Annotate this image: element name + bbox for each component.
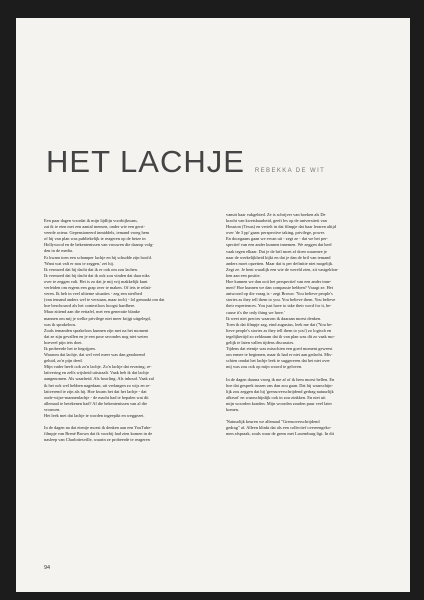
text-line: Ik vermoed dat hij dacht dat ik er ook om zou lachen. — [44, 266, 138, 272]
text-line: was ik sprakeloos. — [44, 321, 77, 327]
text-line: gelijk te laten vallen tijdens discussies. — [226, 339, 295, 345]
page-number: 94 — [44, 565, 51, 571]
text-line: En doorgaans gaan we ervan uit - zegt ze - dat we het per- — [226, 236, 328, 242]
text-line: ik het ook wel hebben nagedaan, uit verlangen zo wijs en re- — [44, 382, 151, 388]
text-line: Er kwam toen een schamper lachje en hij schudde zijn hoofd. — [44, 254, 152, 260]
text-line: hoe beschouwd als het contextloos hoogst hardhere. — [44, 303, 136, 309]
text-line: 'Want wat valt er nou te zeggen,' zei hij. — [44, 260, 114, 266]
article-author: REBEKKA DE WIT — [254, 168, 326, 174]
text-line: lativering en zelfs wijsheid uitstraalt. Vaak heb ik dat lachje — [44, 370, 149, 376]
text-line: Houston (Texas) en vertelt in dat filmpje dat haar leraren altijd — [226, 224, 336, 230]
text-line: oude-wijze-mannenlachje - de macht had te bepalen wat dit — [44, 394, 149, 400]
text-line: filmpje van Brené Brown dat ik voorbij had zien komen in de — [44, 431, 153, 437]
text-line: vanuit haar vakgebied. Ze is schrijver van boeken als De — [226, 212, 326, 217]
text-line: Hoe kunnen we dan ooit het perspectief van een ander inne- — [226, 279, 332, 285]
text-line: men? Hoe kunnen we dan compassie hebben? Vraagt ze. Het — [226, 285, 333, 291]
text-line: lijk zou zeggen dat hij 'grensoverschrijdend gedrag natuurlijk — [226, 388, 334, 394]
text-line: verleiden om ergens een grap over te maken. Of iets te relati- — [44, 285, 152, 291]
magazine-page — [16, 18, 410, 592]
text-line: nasleep van Charlottesville, waarin ze probeerde te reageren — [44, 437, 150, 443]
text-line: Zoals iemanden sprakeloos kunnen zijn met na het moment — [44, 327, 149, 333]
text-line: stories as they tell them to you. You believe them. You believe — [226, 297, 336, 303]
text-line: kracht van kwetsbaarheid, geeft les op de universiteit van — [226, 218, 327, 224]
text-line: hoe dat gesprek tussen ons dan zou gaan. Dat hij waarschijn- — [226, 382, 333, 388]
text-line: schien omdat het lachje leek te suggereren dat het niet over — [226, 358, 330, 364]
text-line: mij was zou ook op mijn woord te geloven. — [226, 364, 303, 370]
text-line: of hij van plan was publiekelijk te reageren op de hetze in — [44, 236, 146, 242]
body-column-right — [226, 212, 396, 437]
text-line: hoeveel pijn iets doet. — [44, 339, 83, 345]
text-line: Een paar dagen voordat ik mijn lijdlijn voorbijkwam, — [44, 218, 138, 223]
text-line: dat ze zijn gevallen en je een pose secondes nog niet weten — [44, 333, 148, 339]
body-column-left — [44, 218, 214, 443]
text-line: lativerend te zijn als hij. Hoe kwam het dat het lachje - dat — [44, 388, 147, 394]
text-line: allemaal te betekenen had? Al die bekentenissen van al die — [44, 400, 148, 406]
text-line: Ik probeerde het te begrijpen. — [44, 345, 96, 351]
text-line: cause it's the only thing we have.' — [226, 309, 285, 315]
text-line: Het leek met dat lachje te worden ingeepikt en weggezet. — [44, 413, 145, 418]
text-line: tegelijkertijd zo zeldzaam dat ik van plan was dit zo vaak mo- — [226, 333, 335, 339]
article-title: HET LACHJE — [46, 144, 245, 179]
text-line: (van iemand anders wel te verstaan, maar toch) - lol gemaakt om dat — [44, 297, 165, 303]
text-line: naar de werkelijkheid kijkt en dat je dan de bril van iemand — [226, 254, 331, 260]
text-line: Tijdens dat etentje was misschien een goed moment geweest — [226, 346, 333, 352]
text-line: spectief van een ander kunnen innemen. We zeggen dat heel — [226, 242, 332, 248]
text-line: den in de media. — [44, 248, 74, 254]
text-line: over te zeggen valt. Het is zo dat je mij vrij makkelijk kunt — [44, 278, 148, 284]
text-line: geluid, zo'n pijn deed. — [44, 358, 83, 364]
text-line: In de dagen na dat etentje moest ik denken aan een YouTube- — [44, 425, 152, 431]
text-line: Zegt ze. Je bent waarlijk een wie de wereld zien, zit vastgeklon- — [226, 266, 339, 272]
text-line: Hollywood en de bekentenissen van vrouwen die daarop volg- — [44, 242, 154, 248]
text-line: veerde acteur. Gepensioneerd inmiddels, iemand vroeg hem — [44, 230, 150, 236]
text-line: Ik vermoed dat hij dacht dat ik ook zou vinden dat daar niks — [44, 272, 150, 278]
text-line: Mijn vader heeft ook zo'n lachje. Zo'n lachje dat ervaring, re- — [44, 364, 152, 370]
article-header — [46, 146, 325, 177]
text-line: Waarom dat lachje, dat wel veel meer was dan geadorend — [44, 352, 145, 358]
text-line: veren. Ik heb in veel ultieme situaties - zeg een sterfbed — [44, 291, 142, 297]
text-line: anders moet opzetten. Maar dat is per definitie niet mogelijk. — [226, 260, 334, 266]
text-line: mijn woorden konden. Mijn woorden zouden puur veel later — [226, 400, 332, 406]
text-line: antwoord op die vraag is - zegt Brown: 'You believe people's — [226, 291, 333, 297]
text-line: their experiences. You just have to take their word for it, be- — [226, 303, 332, 309]
text-line: vrouwen. — [44, 406, 61, 412]
text-line: over 'de 3 pp' gaan: perspective taking, privilege, power. — [226, 230, 325, 236]
text-line: vaak tegen elkaar. Dat je de bril moet af doen waarmee je — [226, 248, 327, 254]
text-line: om ermee te beginnen, maar ik had er niet aan gedacht. Mis- — [226, 352, 333, 358]
text-line: Toen ik dat filmpje zag, eind augustus, leek me dat ('You be- — [226, 321, 333, 327]
text-line: Maar zittend aan die eettafel, met een generatie blanke — [44, 309, 140, 315]
text-line: ken aan een positie. — [226, 272, 261, 278]
text-line: mannen om mij je welke privilege niet meer krijgt uitgelegd, — [44, 315, 151, 321]
text-line: komen. — [226, 407, 240, 412]
text-line: 'Natuurlijk keuren we allemaal "Grensoverschrijdend — [226, 419, 320, 425]
text-line: lieve people's stories as they tell them to you') zo logisch en — [226, 327, 332, 333]
text-line: aangenomen. Als waarheid. Als hoorling. Als inhoud. Vaak zal — [44, 376, 154, 382]
text-line: Ik weet niet precies waarom ik daaraan moest denken. — [226, 315, 322, 321]
text-line: In de dagen daarna vroeg ik me af of ik hem moest bellen. En — [226, 376, 335, 382]
text-line: gedrag" af. Alleen klinkt dat als een collectief overeengeko- — [226, 425, 332, 431]
text-line: zat ik te eten met een aantal mensen, onder wie een gerri- — [44, 224, 145, 230]
text-line: afkeurt' en waarschijnlijk ook in zou zinkken. En niet uit — [226, 394, 326, 400]
text-line: men afspraak, zoals waar de grens met Luxemburg ligt. In dit — [226, 431, 334, 437]
